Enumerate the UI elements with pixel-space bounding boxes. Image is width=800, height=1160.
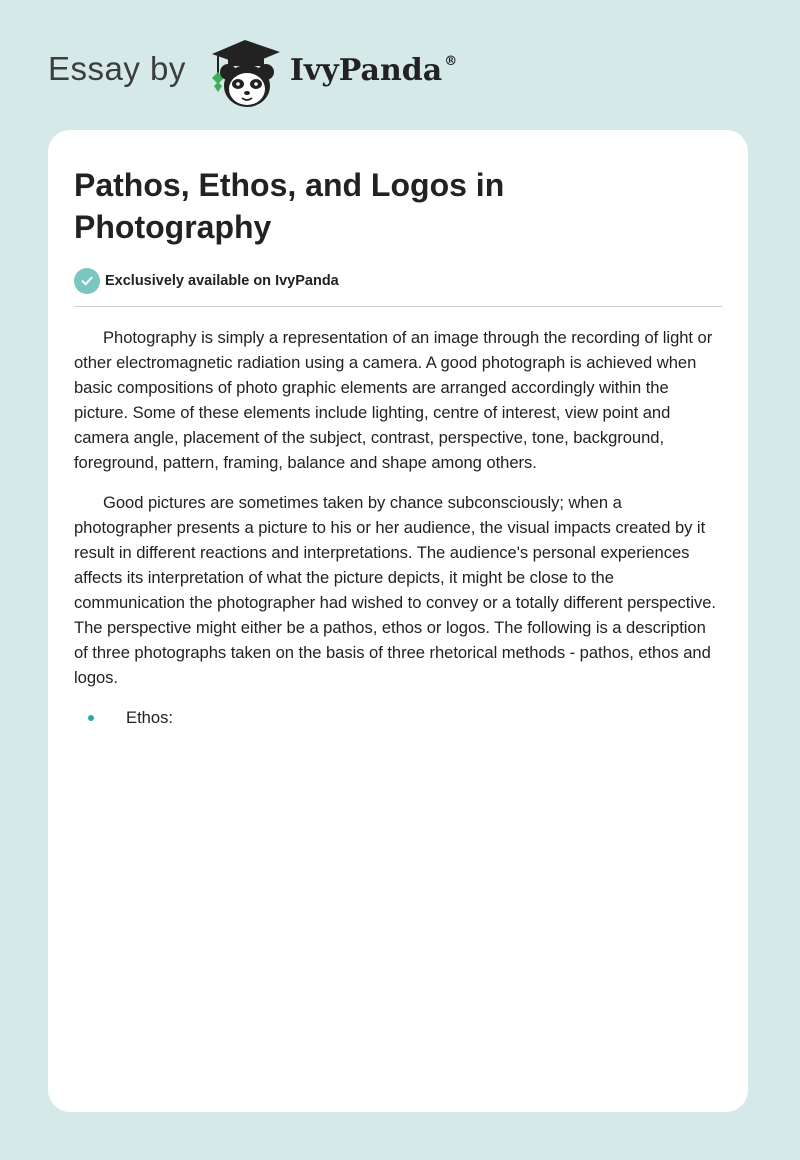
bullet-dot-icon: [88, 715, 94, 721]
bullet-list: [74, 705, 722, 730]
essay-card: [48, 130, 748, 1112]
badge-text: Exclusively available on IvyPanda: [105, 273, 339, 289]
registered-mark: ®: [444, 53, 458, 69]
paragraph: Photography is simply a representation of an image through the recording of light or other electromagnetic radiation using a camera. A good photograph is achieved when basic compositions of photo graphic elements are arranged accordingly within the picture. Some of these elements include lighting, centre of interest, view point and camera angle, placement of the subject, contrast, perspective, tone, background, foreground, pattern, framing, balance and shape among others.: [74, 328, 713, 472]
paragraph: Good pictures are sometimes taken by chance subconsciously; when a photographer presents a picture to his or her audience, the visual impacts created by it result in different reactions and interpretations. The audience's personal experiences affects its interpretation of what the picture depicts, it might be close to the communication the photographer had wished to convey or a totally different perspective. The perspective might either be a pathos, ethos or logos. The following is a description of three photographs taken on the basis of three rhetorical methods - pathos, ethos and logos.: [74, 493, 716, 687]
site-header: [48, 32, 457, 112]
brand-name[interactable]: IvyPanda ®: [289, 52, 458, 88]
page-title: Pathos, Ethos, and Logos in Photography: [74, 167, 505, 245]
check-icon: [74, 268, 100, 294]
panda-logo-icon[interactable]: [200, 32, 290, 112]
list-item: [74, 705, 722, 730]
list-item-label: Ethos:: [126, 708, 174, 727]
brand-prefix: Essay by: [48, 50, 186, 87]
essay-body: [74, 325, 722, 730]
exclusive-badge: [74, 268, 722, 307]
